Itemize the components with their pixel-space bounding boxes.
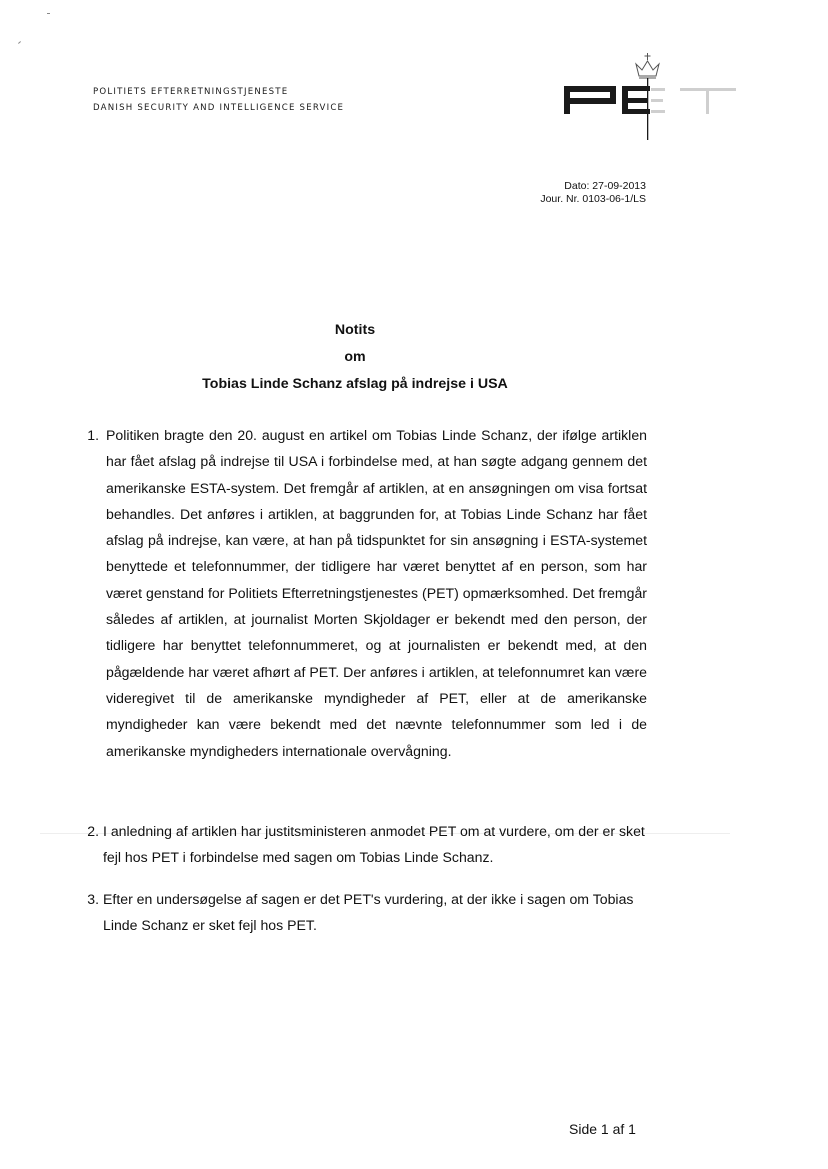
organization-name bbox=[93, 84, 344, 116]
paragraph-number: 3. bbox=[87, 891, 99, 907]
document-date: Dato: 27-09-2013 bbox=[564, 180, 646, 192]
paragraph-text: Efter en undersøgelse af sagen er det PET's vurdering, at der ikke i sagen om Tobias Linde Schanz er sket fejl hos PET. bbox=[103, 891, 634, 934]
organization-name-english: DANISH SECURITY AND INTELLIGENCE SERVICE bbox=[93, 103, 345, 113]
paragraph-number: 1. bbox=[87, 427, 99, 443]
journal-number: Jour. Nr. 0103-06-1/LS bbox=[540, 193, 646, 205]
crown-icon bbox=[636, 53, 659, 78]
title-line-3: Tobias Linde Schanz afslag på indrejse i USA bbox=[202, 376, 508, 392]
pet-logo bbox=[560, 50, 740, 146]
paragraph-number: 2. bbox=[87, 823, 99, 839]
title-line-1: Notits bbox=[334, 322, 376, 338]
page-number: Side 1 af 1 bbox=[569, 1121, 636, 1137]
paragraph-text: Politiken bragte den 20. august en artikel om Tobias Linde Schanz, der ifølge artiklen har fået afslag på indrejse til USA i forbindelse med, at han søgte adgang gennem det amerikanske ESTA-system. Det fremgår af artiklen, at en ansøgningen om visa fortsat behandles. Det anføres i artiklen, at baggrunden for, at Tobias Linde Schanz har fået afslag på indrejse, kan være, at han på tidspunktet for sin ansøgning i ESTA-systemet benyttede et telefonnummer, der tidligere har været benyttet af en person, som har været genstand for Politiets Efterretningstjenestes (PET) opmærksomhed. Det fremgår således af artiklen, at journalist Morten Skjoldager er bekendt med den person, der tidligere har benyttet telefonnummeret, og at journalisten er bekendt med, at den pågældende har været afhørt af PET. Der anføres i artiklen, at telefonnumret kan være videregivet til de amerikanske myndigheder af PET, eller at de amerikanske myndigheder kan være bekendt med det nævnte telefonnummer som led i de amerikanske myndigheders internationale overvågning. bbox=[106, 427, 647, 759]
scan-speck bbox=[18, 41, 21, 44]
organization-name-danish: POLITIETS EFTERRETNINGSTJENESTE bbox=[93, 87, 289, 97]
scan-speck bbox=[47, 13, 50, 14]
paragraph-text: I anledning af artiklen har justitsministeren anmodet PET om at vurdere, om der er sket fejl hos PET i forbindelse med sagen om Tobias Linde Schanz. bbox=[103, 823, 645, 866]
document-title bbox=[150, 317, 560, 398]
document-meta bbox=[540, 180, 646, 206]
title-line-2: om bbox=[344, 349, 366, 365]
